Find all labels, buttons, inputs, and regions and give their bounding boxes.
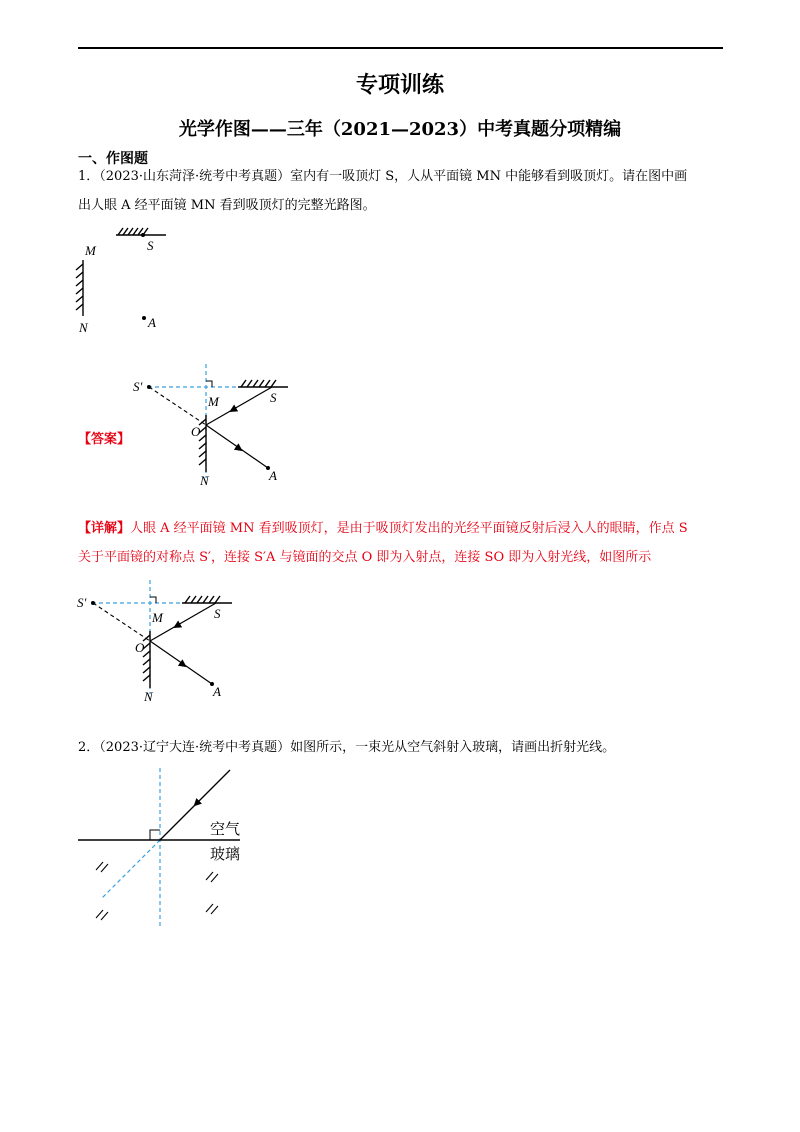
question-2-text: [78, 733, 726, 762]
explanation-line1: 人眼 A 经平面镜 MN 看到吸顶灯，是由于吸顶灯发出的光经平面镜反射后浸入人的眼睛，作点 S: [130, 521, 688, 536]
question-1-number: 1．: [78, 169, 100, 184]
virtual-ray: [93, 603, 150, 641]
label-s: S: [214, 606, 221, 621]
reflected-ray: [150, 641, 212, 684]
answer-label: 【答案】: [78, 432, 131, 447]
page-subtitle: 光学作图——三年（2021—2023）中考真题分项精编: [178, 119, 622, 140]
label-n: N: [79, 320, 88, 335]
right-angle-mark: [150, 597, 156, 603]
label-air: 空气: [210, 822, 241, 838]
label-a: A: [269, 468, 277, 483]
label-s: S: [270, 390, 277, 405]
glass-hatching: [96, 862, 218, 920]
image-point-s-prime: [91, 601, 95, 605]
question-1-line1: 室内有一吸顶灯 S，人从平面镜 MN 中能够看到吸顶灯。请在图中画: [290, 169, 688, 184]
label-glass: 玻璃: [210, 847, 241, 863]
virtual-ray: [149, 387, 206, 425]
question-2-source: （2023·辽宁大连·统考中考真题）: [99, 740, 291, 755]
answer-figure: [120, 360, 300, 490]
label-m: M: [152, 610, 163, 625]
label-a: A: [148, 315, 156, 330]
plane-mirror-mn: [76, 260, 83, 316]
label-n: N: [200, 473, 209, 488]
explanation-figure: [64, 576, 244, 706]
label-s-prime: S′: [77, 595, 87, 610]
label-n: N: [144, 689, 153, 704]
incident-extension: [102, 840, 160, 898]
explanation-text: [78, 514, 726, 572]
question-2-line: 如图所示，一束光从空气斜射入玻璃，请画出折射光线。: [290, 740, 616, 755]
label-s-prime: S′: [133, 379, 143, 394]
question-2-figure: [70, 768, 260, 938]
ceiling-mirror: [238, 380, 288, 387]
label-s: S: [147, 238, 154, 253]
lamp-point-s: [141, 233, 145, 237]
question-1-figure: [70, 222, 180, 342]
question-1-source: （2023·山东菏泽·统考中考真题）: [99, 169, 291, 184]
explanation-line2: 关于平面镜的对称点 S′，连接 S′A 与镜面的交点 O 即为入射点，连接 SO 即为入射光线，如图所示: [78, 550, 652, 565]
question-2-number: 2．: [78, 740, 100, 755]
ceiling-mirror: [116, 228, 166, 235]
header-rule: [78, 47, 723, 49]
right-angle-mark: [206, 381, 212, 387]
page-title: 专项训练: [355, 72, 444, 98]
label-m: M: [85, 243, 96, 258]
label-o: O: [191, 424, 201, 439]
reflected-ray: [206, 425, 268, 468]
eye-point-a: [142, 316, 146, 320]
label-a: A: [213, 684, 221, 699]
question-1-line2: 出人眼 A 经平面镜 MN 看到吸顶灯的完整光路图。: [78, 198, 376, 213]
question-1-text: [78, 162, 726, 220]
label-o: O: [135, 640, 145, 655]
ceiling-mirror: [182, 596, 232, 603]
label-m: M: [208, 394, 219, 409]
image-point-s-prime: [147, 385, 151, 389]
right-angle-mark: [150, 830, 160, 840]
section-heading: 一、作图题: [78, 151, 148, 167]
explanation-label: 【详解】: [78, 521, 131, 536]
